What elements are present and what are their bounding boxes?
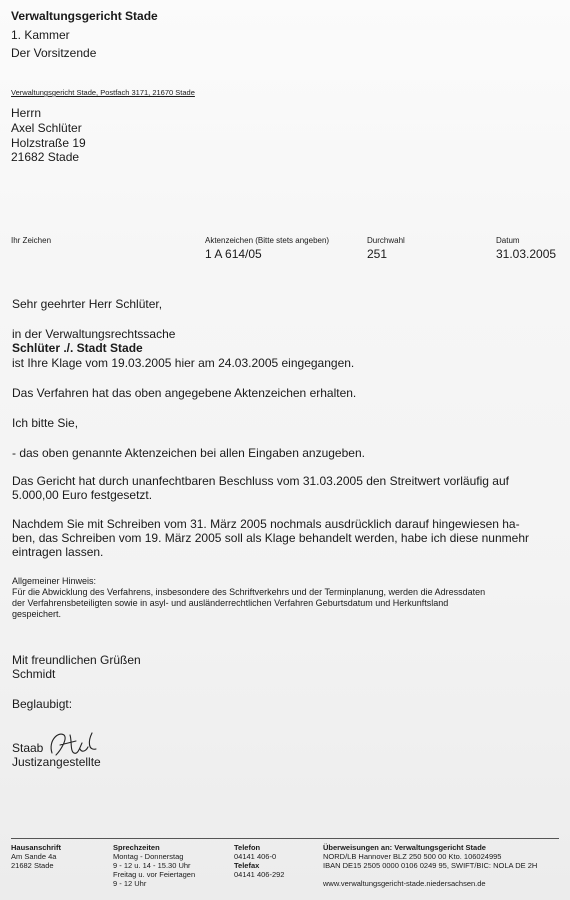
paragraph-klage-3: eintragen lassen. [12, 545, 104, 559]
datum-value: 31.03.2005 [496, 247, 557, 261]
paragraph-aktenzeichen: Das Verfahren hat das oben angegebene Aktenzeichen erhalten. [12, 386, 357, 400]
footer-phone-title: Telefon [234, 843, 261, 852]
hint-line-3: gespeichert. [12, 609, 62, 619]
greeting: Sehr geehrter Herr Schlüter, [12, 297, 163, 311]
footer-fax: 04141 406-292 [234, 870, 285, 879]
footer-phone: 04141 406-0 [234, 852, 277, 861]
footer-hours-line-4: 9 - 12 Uhr [113, 879, 147, 888]
recipient-city: 21682 Stade [11, 150, 80, 164]
chamber: 1. Kammer [11, 28, 70, 42]
recipient-salutation: Herrn [11, 106, 42, 120]
case-title: Schlüter ./. Stadt Stade [12, 341, 143, 355]
footer-address-title: Hausanschrift [11, 843, 62, 852]
paragraph-bullet: - das oben genannte Aktenzeichen bei allen Eingaben anzugeben. [12, 446, 365, 460]
footer-hours-title: Sprechzeiten [113, 843, 160, 852]
hint-line-2: der Verfahrensbeteiligten sowie in asyl- und ausländerrechtlichen Verfahren Geburtsdatum und Herkunftsland [12, 598, 449, 608]
closing-name: Schmidt [12, 667, 56, 681]
paragraph-klage-2: ben, das Schreiben vom 19. März 2005 soll als Klage behandelt werden, habe ich diese nunmehr [12, 531, 529, 545]
footer-divider [11, 838, 559, 839]
recipient-name: Axel Schlüter [11, 121, 82, 135]
closing: Mit freundlichen Grüßen [12, 653, 141, 667]
certified-label: Beglaubigt: [12, 697, 73, 711]
footer-bank-line-2: IBAN DE15 2505 0000 0106 0249 95, SWIFT/BIC: NOLA DE 2H [323, 861, 538, 870]
hint-line-1: Für die Abwicklung des Verfahrens, insbesondere des Schriftverkehrs und der Terminplanung, werden die Adressdaten [12, 587, 486, 597]
signer-title: Justizangestellte [12, 755, 101, 769]
recipient-street: Holzstraße 19 [11, 136, 86, 150]
sender-role: Der Vorsitzende [11, 46, 97, 60]
return-address: Verwaltungsgericht Stade, Postfach 3171, 21670 Stade [11, 88, 195, 97]
durchwahl-label: Durchwahl [367, 236, 405, 245]
footer-address-line-2: 21682 Stade [11, 861, 54, 870]
footer-hours-line-3: Freitag u. vor Feiertagen [113, 870, 196, 879]
paragraph-streitwert-1: Das Gericht hat durch unanfechtbaren Beschluss vom 31.03.2005 den Streitwert vorläufig auf [12, 474, 509, 488]
aktenzeichen-label: Aktenzeichen (Bitte stets angeben) [205, 236, 330, 245]
signer-name: Staab [12, 741, 44, 755]
paragraph-streitwert-2: 5.000,00 Euro festgesetzt. [12, 488, 153, 502]
ihr-zeichen-label: Ihr Zeichen [11, 236, 52, 245]
aktenzeichen-value: 1 A 614/05 [205, 247, 262, 261]
hint-title: Allgemeiner Hinweis: [12, 576, 97, 586]
paragraph-request: Ich bitte Sie, [12, 416, 79, 430]
footer-hours-line-1: Montag - Donnerstag [113, 852, 184, 861]
handwritten-signature [30, 727, 110, 761]
footer-hours-line-2: 9 - 12 u. 14 - 15.30 Uhr [113, 861, 191, 870]
footer-website-link[interactable]: www.verwaltungsgericht-stade.niedersachsen.de [323, 879, 486, 888]
court-name: Verwaltungsgericht Stade [11, 9, 158, 23]
footer-address-line-1: Am Sande 4a [11, 852, 57, 861]
case-received: ist Ihre Klage vom 19.03.2005 hier am 24.03.2005 eingegangen. [12, 356, 355, 370]
datum-label: Datum [496, 236, 520, 245]
paragraph-klage-1: Nachdem Sie mit Schreiben vom 31. März 2005 nochmals ausdrücklich darauf hingewiesen ha- [12, 517, 520, 531]
footer-bank-title: Überweisungen an: Verwaltungsgericht Stade [323, 843, 486, 852]
footer-bank-line-1: NORD/LB Hannover BLZ 250 500 00 Kto. 106024995 [323, 852, 502, 861]
case-intro: in der Verwaltungsrechtssache [12, 327, 176, 341]
footer-fax-title: Telefax [234, 861, 260, 870]
durchwahl-value: 251 [367, 247, 388, 261]
